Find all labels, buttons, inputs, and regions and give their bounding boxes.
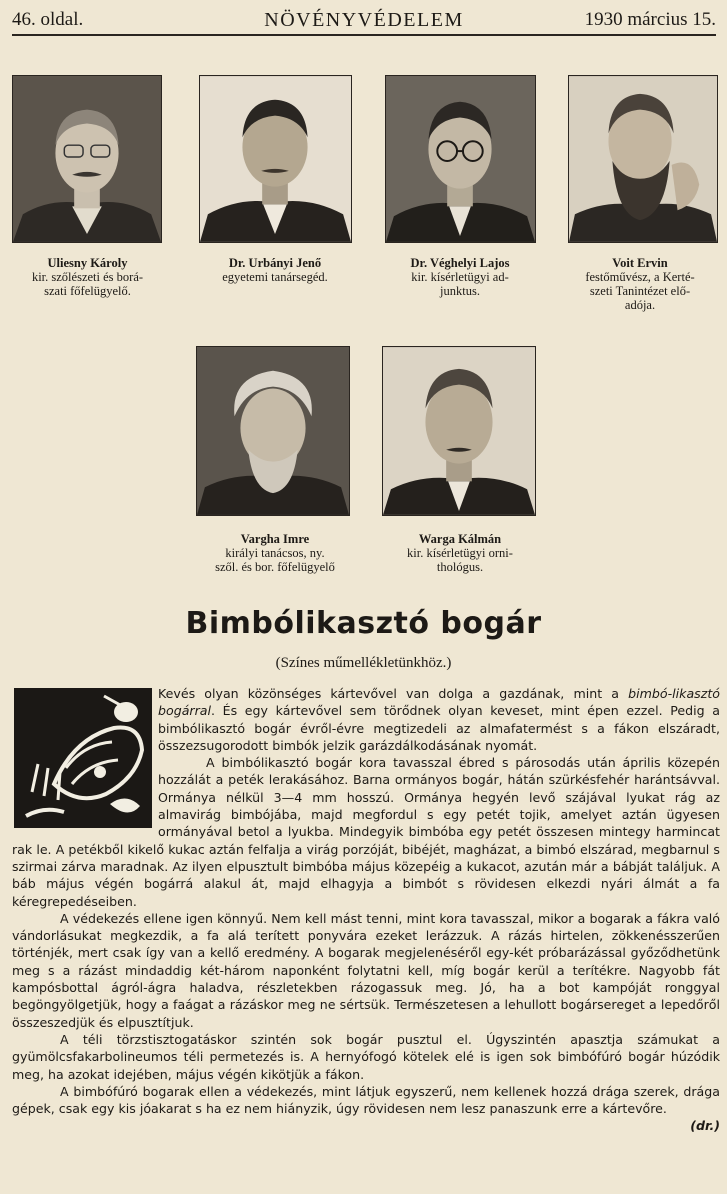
- caption-6: [375, 532, 545, 574]
- portrait-photo-3: [385, 75, 536, 243]
- portrait-3-image: [386, 76, 535, 242]
- paragraph-5-text: A bimbófúró bogarak ellen a védekezés, mint látjuk egyszerű, nem kellenek hozzá drága szerek, drága gépek, csak egy kis jóakarat s ha ez nem hiányzik, úgy rövidesen nem lesz panaszunk erre a kártevőre.: [12, 1083, 720, 1117]
- caption-2: [190, 256, 360, 284]
- issue-date: 1930 március 15.: [584, 9, 716, 30]
- paragraph-2: A bimbólikasztó bogár kora tavasszal ébred s párosodás után április közepén hozzálát a peték lerakásához. Barna ormányos bogár, hátán szürkésfehér harántsávval. Ormánya nélkül 3—4 mm hosszú. Ormánya hegyén levő szájával lyukat rág az almavirág bimbójába, majd megfordul s egy petét tojik, amelyet aztán ügyesen ormányával betol a lyukba. Mindegyik bimbóba egy petét összesen mintegy harmincat rak le. A petékből kikelő kukac aztán felfalja a virág porzóját, bibéjét, magházat, a bimbó elszárad, megbarnul s szirmai zárva maradnak. Az ilyen elpusztult bimbóba május közepéig a kukacot, azután már a bábját találjuk. A báb május végén bogárrá alakul át, majd elhagyja a bimbót s rövidesen elkezdi nyári álmát a fa kéregrepedéseiben.: [12, 755, 720, 909]
- person-title-2: egyetemi tanársegéd.: [222, 270, 328, 284]
- paragraph-3: A védekezés ellene igen könnyű. Nem kell mást tenni, mint kora tavasszal, mikor a bogarak a fákra való vándorlásukat megkezdik, a fa alá terített ponyvára ezeket lerázzuk. A rázás hirtelen, zökkenésszerűen történjék, mert csak így van a kellő eredmény. A bogarak megjelenéséről egy-két próbarázással győződhetünk meg s a rázást mindaddig két-három naponként folytatni kell, míg bogár kerül a terítékre. Nagyobb fát kampósbottal ágról-ágra haladva, részletekben rázogassuk meg. Jó, ha a bot kampóját ronggyal begöngyölgetjük, hogy a faágat a rázáskor meg ne sértsük. Természetesen a lehullott bogársereget a lepedőről összeszedjük és elpusztítjuk.: [12, 910, 720, 1030]
- person-name-5: Vargha Imre: [240, 532, 310, 546]
- paragraph-1-start: Kevés olyan közönséges kártevővel van dolga a gazdának, mint a: [158, 686, 629, 701]
- author-signature: (dr.): [690, 1118, 720, 1134]
- person-title-5: királyi tanácsos, ny. szől. és bor. főfelügyelő: [215, 546, 335, 574]
- page-number: 46. oldal.: [12, 9, 84, 30]
- person-title-1: kir. szőlészeti és borá- szati főfelügyelő.: [31, 270, 144, 298]
- caption-5: [185, 532, 365, 574]
- person-title-3: kir. kísérletügyi ad- junktus.: [411, 270, 509, 298]
- portrait-photo-5: [196, 346, 350, 516]
- paragraph-4: A téli törzstisztogatáskor szintén sok bogár pusztul el. Úgyszintén apasztja számukat a gyümölcsfakarbolineumos téli permetezés is. A hernyófogó kötelek elé is igen sok bimbófúró bogár húzódik meg, ha azokat idejében, május végén kikötjük a fákon.: [12, 1031, 720, 1082]
- person-name-2: Dr. Urbányi Jenő: [228, 256, 322, 270]
- portrait-photo-4: [568, 75, 718, 243]
- person-name-4: Voit Ervin: [612, 256, 668, 270]
- person-name-1: Uliesny Károly: [47, 256, 128, 270]
- paragraph-1-emphasis: bimbó-likasztó bogárral: [158, 686, 720, 719]
- person-name-3: Dr. Véghelyi Lajos: [410, 256, 510, 270]
- portrait-photo-2: [199, 75, 352, 243]
- portrait-2-image: [200, 76, 351, 242]
- person-name-6: Warga Kálmán: [418, 532, 502, 546]
- portrait-4-image: [569, 76, 717, 242]
- paragraph-5: [12, 1083, 720, 1134]
- portrait-6-image: [383, 347, 535, 515]
- article-title: Bimbólikasztó bogár: [185, 606, 542, 641]
- caption-3: [375, 256, 545, 298]
- journal-title: NÖVÉNYVÉDELEM: [264, 9, 464, 31]
- portrait-photo-6: [382, 346, 536, 516]
- portrait-1-image: [13, 76, 161, 242]
- article-body: [12, 685, 720, 1135]
- paragraph-1-end: . És egy kártevővel sem törődnek olyan keveset, mint épen ezzel. Pedig a bimbólikasztó bogár évről-évre megtizedeli az almafatermést s a fákon elszáradt, összezsugorodott bimbók jelzik garázdálkodásának nyomát.: [158, 703, 720, 753]
- article-subtitle: (Színes műmellékletünkhöz.): [275, 655, 452, 671]
- page-header: [12, 6, 716, 36]
- portrait-5-image: [197, 347, 349, 515]
- caption-4: [560, 256, 720, 312]
- person-title-6: kir. kísérletügyi orni- thológus.: [407, 546, 513, 574]
- caption-1: [0, 256, 175, 298]
- portrait-photo-1: [12, 75, 162, 243]
- person-title-4: festőművész, a Kerté- szeti Tanintézet elő- adója.: [585, 270, 695, 312]
